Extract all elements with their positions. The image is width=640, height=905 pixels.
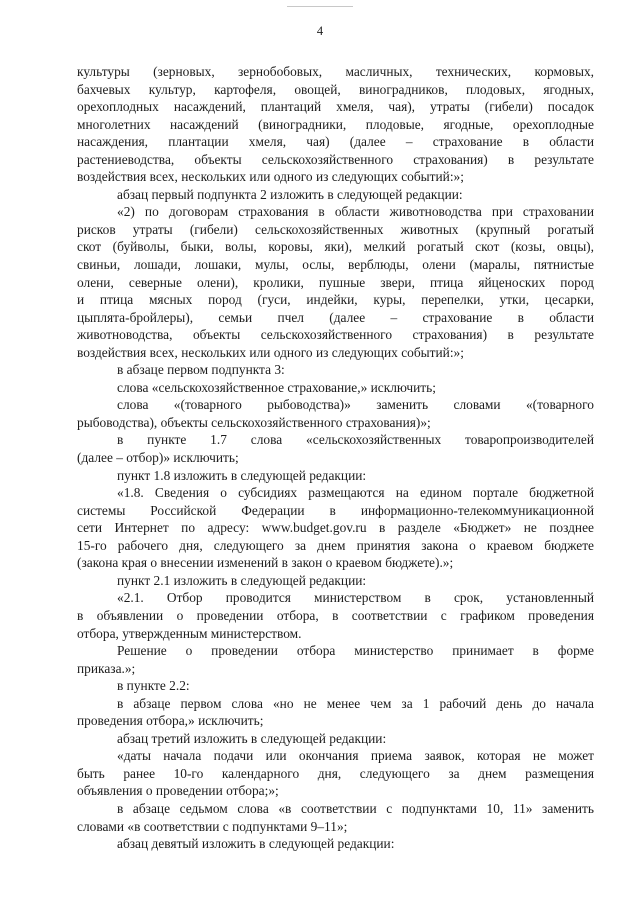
text-line: абзац третий изложить в следующей редакции: (117, 730, 387, 746)
text-line: насаждения, плантации хмеля, чая) (далее – страхование в области (77, 134, 594, 150)
text-line: пункт 1.8 изложить в следующей редакции: (117, 467, 367, 483)
text-line: сети Интернет по адресу: www.budget.gov.ru в разделе «Бюджет» не позднее (77, 520, 594, 536)
text-line: объявления о проведении отбора;»; (77, 783, 279, 799)
text-line: в объявлении о проведении отбора, в соответствии с графиком проведения (77, 607, 594, 623)
text-line: (закона края о внесении изменений в закон о краевом бюджете).»; (77, 555, 454, 571)
top-rule (287, 6, 353, 7)
text-line: свиньи, лошади, лошаки, мулы, ослы, верблюды, олени (маралы, пятнистые (77, 257, 594, 273)
text-line: скот (буйволы, быки, волы, коровы, яки), мелкий рогатый скот (козы, овцы), (77, 239, 594, 255)
text-line: 15-го рабочего дня, следующего за днем принятия закона о краевом бюджете (77, 537, 594, 553)
document-body (77, 63, 594, 853)
text-line: рисков утраты (гибели) сельскохозяйственных животных (крупный рогатый (77, 221, 594, 237)
text-line: в абзаце седьмом слова «в соответствии с подпунктами 10, 11» заменить (117, 800, 594, 816)
text-line: системы Российской Федерации в информационно-телекоммуникационной (77, 502, 594, 518)
text-line: абзац первый подпункта 2 изложить в следующей редакции: (117, 186, 463, 202)
text-line: рыбоводства), объекты сельскохозяйственного страхования)»; (77, 414, 431, 430)
text-line: абзац девятый изложить в следующей редакции: (117, 836, 395, 852)
text-line: быть ранее 10-го календарного дня, следующего за днем размещения (77, 765, 594, 781)
text-line: пункт 2.1 изложить в следующей редакции: (117, 572, 367, 588)
text-line: животноводства, объекты сельскохозяйственного страхования) в результате (77, 327, 594, 343)
text-line: многолетних насаждений (виноградники, плодовые, ягодные, орехоплодные (77, 116, 594, 132)
text-line: воздействия всех, нескольких или одного из следующих событий:»; (77, 169, 464, 185)
text-line: воздействия всех, нескольких или одного из следующих событий:»; (77, 344, 464, 360)
text-line: культуры (зерновых, зернобобовых, масличных, технических, кормовых, (77, 64, 594, 79)
text-line: в пункте 2.2: (117, 678, 190, 694)
text-line: слова «(товарного рыбоводства)» заменить словами «(товарного (117, 397, 594, 413)
text-line: и птица мясных пород (гуси, индейки, куры, перепелки, утки, цесарки, (77, 292, 594, 308)
text-line: словами «в соответствии с подпунктами 9–11»; (77, 818, 348, 834)
text-line: «1.8. Сведения о субсидиях размещаются на едином портале бюджетной (117, 485, 594, 501)
text-line: «2.1. Отбор проводится министерством в срок, установленный (117, 590, 594, 606)
text-line: (далее – отбор)» исключить; (77, 450, 239, 466)
text-line: олени, северные олени), кролики, пушные звери, птица яйценоских пород (77, 274, 594, 290)
text-line: отбора, утвержденным министерством. (77, 625, 302, 641)
text-line: цыплята-бройлеры), семьи пчел (далее – страхование в области (77, 309, 594, 325)
text-line: Решение о проведении отбора министерство принимает в форме (117, 643, 594, 659)
text-line: проведения отбора,» исключить; (77, 713, 264, 729)
text-line: бахчевых культур, картофеля, овощей, виноградников, плодовых, ягодных, (77, 81, 594, 97)
text-line: приказа.»; (77, 660, 136, 676)
text-line: в абзаце первом слова «но не менее чем за 1 рабочий день до начала (117, 695, 594, 711)
text-line: орехоплодных насаждений, плантаций хмеля, чая), утраты (гибели) посадок (77, 99, 594, 115)
text-line: в пункте 1.7 слова «сельскохозяйственных товаропроизводителей (117, 432, 594, 448)
text-line: растениеводства, объекты сельскохозяйственного страхования) в результате (77, 151, 594, 167)
text-line: «даты начала подачи или окончания приема заявок, которая не может (117, 748, 594, 764)
text-line: в абзаце первом подпункта 3: (117, 362, 285, 378)
page-number: 4 (316, 24, 324, 38)
text-line: «2) по договорам страхования в области животноводства при страховании (117, 204, 594, 220)
text-line: слова «сельскохозяйственное страхование,» исключить; (117, 379, 436, 395)
